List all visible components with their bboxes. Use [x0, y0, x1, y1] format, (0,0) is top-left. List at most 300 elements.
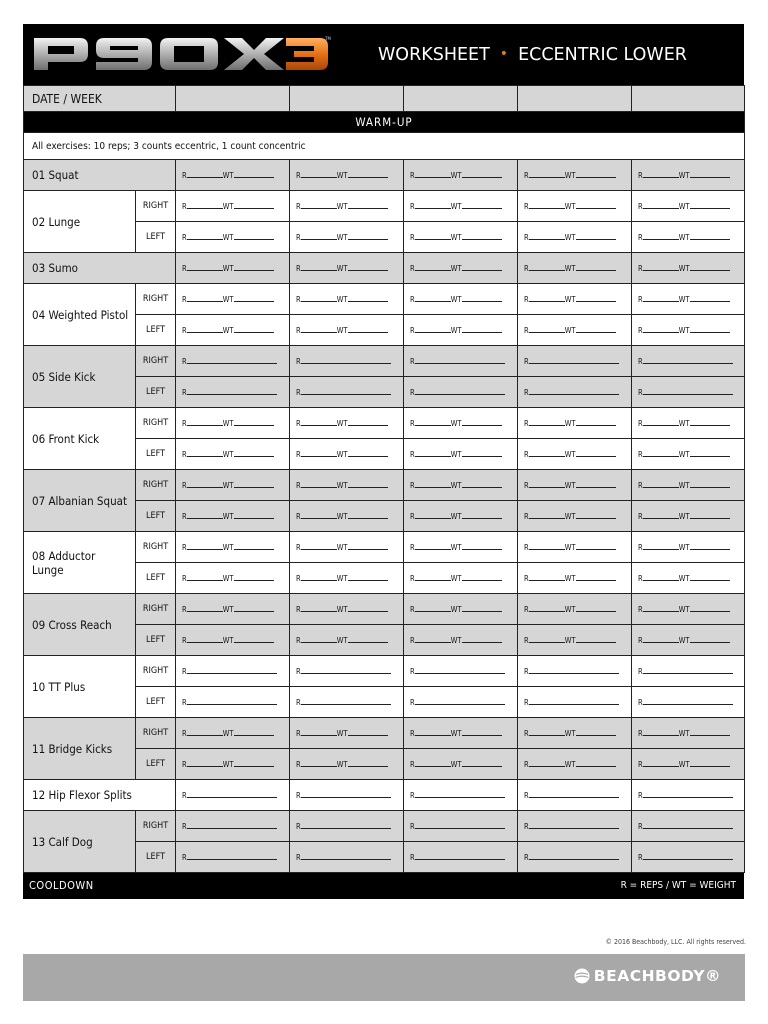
reps-line [187, 611, 223, 612]
reps-label: R [296, 635, 301, 645]
reps-label: R [182, 387, 187, 397]
reps-line [643, 208, 679, 209]
date-week-label: DATE / WEEK [24, 86, 176, 112]
exercise-name: 08 Adductor Lunge [24, 532, 136, 594]
weight-line [690, 518, 730, 519]
reps-label: R [524, 790, 529, 800]
weight-label: WT [222, 263, 234, 273]
reps-label: R [182, 418, 187, 428]
reps-line [415, 332, 451, 333]
reps-label: R [410, 325, 415, 335]
reps-weight-entry[interactable] [404, 160, 518, 191]
weight-label: WT [678, 294, 690, 304]
reps-weight-entry[interactable] [518, 191, 632, 222]
reps-weight-entry[interactable] [518, 594, 632, 625]
reps-weight-entry[interactable] [290, 532, 404, 563]
reps-line [529, 859, 619, 860]
reps-entry[interactable] [632, 687, 745, 718]
reps-weight-entry[interactable] [290, 439, 404, 470]
reps-label: R [182, 697, 187, 707]
reps-entry[interactable] [518, 687, 632, 718]
reps-weight-entry[interactable] [290, 594, 404, 625]
weight-label: WT [222, 511, 234, 521]
side-label: LEFT [136, 222, 176, 253]
weight-line [462, 208, 502, 209]
reps-label: R [410, 449, 415, 459]
weight-label: WT [222, 325, 234, 335]
weight-line [234, 580, 274, 581]
reps-label: R [638, 790, 643, 800]
reps-entry[interactable] [518, 811, 632, 842]
weight-line [576, 642, 616, 643]
reps-entry[interactable] [404, 687, 518, 718]
reps-entry[interactable] [632, 842, 745, 873]
exercise-row [24, 811, 745, 842]
side-label: RIGHT [136, 594, 176, 625]
weight-label: WT [450, 418, 462, 428]
reps-label: R [296, 325, 301, 335]
reps-entry[interactable] [176, 656, 290, 687]
reps-weight-entry[interactable] [632, 501, 745, 532]
reps-line [529, 239, 565, 240]
reps-weight-entry[interactable] [404, 532, 518, 563]
weight-line [462, 239, 502, 240]
worksheet-header [23, 24, 744, 85]
reps-line [415, 611, 451, 612]
weight-label: WT [222, 232, 234, 242]
date-week-field[interactable] [176, 86, 290, 112]
side-label: LEFT [136, 439, 176, 470]
p90x3-logo [32, 36, 331, 72]
reps-label: R [410, 201, 415, 211]
weight-line [348, 239, 388, 240]
reps-weight-entry[interactable] [176, 563, 290, 594]
reps-weight-entry[interactable] [404, 408, 518, 439]
reps-weight-entry[interactable] [632, 284, 745, 315]
reps-label: R [638, 325, 643, 335]
reps-line [643, 704, 733, 705]
reps-line [301, 704, 391, 705]
weight-line [348, 549, 388, 550]
reps-entry[interactable] [518, 377, 632, 408]
reps-entry[interactable] [404, 346, 518, 377]
exercise-row [24, 408, 745, 439]
reps-line [415, 797, 505, 798]
side-label: LEFT [136, 501, 176, 532]
reps-weight-entry[interactable] [632, 315, 745, 346]
reps-label: R [524, 666, 529, 676]
exercise-name: 04 Weighted Pistol [24, 284, 136, 346]
reps-weight-entry[interactable] [290, 315, 404, 346]
reps-weight-entry[interactable] [404, 563, 518, 594]
reps-entry[interactable] [290, 377, 404, 408]
reps-label: R [638, 356, 643, 366]
reps-weight-entry[interactable] [518, 718, 632, 749]
weight-label: WT [222, 728, 234, 738]
weight-line [348, 456, 388, 457]
weight-line [576, 270, 616, 271]
weight-line [690, 208, 730, 209]
reps-weight-entry[interactable] [632, 594, 745, 625]
side-label: LEFT [136, 563, 176, 594]
reps-weight-entry[interactable] [518, 222, 632, 253]
reps-weight-entry[interactable] [290, 222, 404, 253]
reps-weight-entry[interactable] [518, 532, 632, 563]
weight-line [576, 735, 616, 736]
reps-label: R [410, 263, 415, 273]
reps-line [415, 239, 451, 240]
reps-entry[interactable] [404, 377, 518, 408]
weight-label: WT [564, 511, 576, 521]
weight-line [462, 487, 502, 488]
reps-line [415, 177, 451, 178]
weight-label: WT [564, 573, 576, 583]
reps-line [187, 766, 223, 767]
reps-line [529, 301, 565, 302]
reps-line [643, 363, 733, 364]
weight-label: WT [222, 480, 234, 490]
weight-label: WT [336, 294, 348, 304]
weight-label: WT [450, 480, 462, 490]
reps-weight-entry[interactable] [176, 470, 290, 501]
reps-label: R [524, 511, 529, 521]
reps-entry[interactable] [290, 346, 404, 377]
reps-line [529, 177, 565, 178]
reps-line [187, 239, 223, 240]
reps-entry[interactable] [290, 687, 404, 718]
weight-line [234, 270, 274, 271]
reps-label: R [182, 790, 187, 800]
reps-weight-entry[interactable] [176, 532, 290, 563]
reps-weight-entry[interactable] [176, 253, 290, 284]
reps-label: R [182, 604, 187, 614]
reps-entry[interactable] [404, 811, 518, 842]
weight-label: WT [564, 418, 576, 428]
reps-weight-entry[interactable] [404, 191, 518, 222]
weight-label: WT [450, 232, 462, 242]
reps-line [529, 673, 619, 674]
reps-entry[interactable] [632, 780, 745, 811]
reps-entry[interactable] [404, 780, 518, 811]
reps-label: R [638, 418, 643, 428]
reps-label: R [524, 728, 529, 738]
exercise-row [24, 594, 745, 625]
reps-weight-entry[interactable] [632, 439, 745, 470]
date-week-field[interactable] [632, 86, 745, 112]
reps-entry[interactable] [176, 842, 290, 873]
reps-entry[interactable] [176, 346, 290, 377]
beachbody-logo [574, 967, 721, 985]
date-week-field[interactable] [518, 86, 632, 112]
reps-weight-entry[interactable] [176, 222, 290, 253]
reps-weight-entry[interactable] [632, 718, 745, 749]
weight-label: WT [336, 759, 348, 769]
reps-entry[interactable] [632, 377, 745, 408]
reps-weight-entry[interactable] [176, 408, 290, 439]
exercise-name: 03 Sumo [24, 253, 176, 284]
weight-line [576, 487, 616, 488]
weight-line [234, 642, 274, 643]
reps-label: R [524, 542, 529, 552]
reps-label: R [410, 356, 415, 366]
side-label: RIGHT [136, 284, 176, 315]
reps-line [301, 487, 337, 488]
reps-label: R [524, 604, 529, 614]
reps-label: R [638, 232, 643, 242]
reps-weight-entry[interactable] [290, 408, 404, 439]
reps-weight-entry[interactable] [290, 253, 404, 284]
weight-label: WT [222, 418, 234, 428]
reps-weight-entry[interactable] [632, 532, 745, 563]
reps-label: R [182, 511, 187, 521]
reps-label: R [296, 418, 301, 428]
reps-weight-entry[interactable] [176, 439, 290, 470]
reps-line [301, 208, 337, 209]
reps-entry[interactable] [176, 687, 290, 718]
reps-weight-entry[interactable] [632, 253, 745, 284]
reps-line [301, 177, 337, 178]
reps-line [187, 797, 277, 798]
side-label: LEFT [136, 315, 176, 346]
reps-weight-entry[interactable] [404, 718, 518, 749]
reps-label: R [296, 821, 301, 831]
reps-label: R [638, 635, 643, 645]
reps-label: R [410, 635, 415, 645]
reps-weight-entry[interactable] [404, 625, 518, 656]
reps-weight-entry[interactable] [404, 594, 518, 625]
reps-label: R [524, 852, 529, 862]
reps-entry[interactable] [176, 780, 290, 811]
reps-line [301, 239, 337, 240]
reps-label: R [638, 821, 643, 831]
reps-entry[interactable] [290, 656, 404, 687]
weight-line [576, 332, 616, 333]
reps-weight-entry[interactable] [290, 563, 404, 594]
reps-line [415, 456, 451, 457]
weight-line [462, 270, 502, 271]
reps-entry[interactable] [290, 811, 404, 842]
weight-label: WT [336, 232, 348, 242]
reps-line [415, 487, 451, 488]
reps-label: R [410, 852, 415, 862]
weight-label: WT [336, 604, 348, 614]
weight-line [690, 487, 730, 488]
reps-weight-entry[interactable] [518, 563, 632, 594]
reps-label: R [524, 356, 529, 366]
reps-weight-entry[interactable] [518, 284, 632, 315]
reps-line [415, 363, 505, 364]
weight-line [348, 177, 388, 178]
reps-weight-entry[interactable] [290, 284, 404, 315]
reps-weight-entry[interactable] [404, 253, 518, 284]
reps-entry[interactable] [518, 656, 632, 687]
exercise-row [24, 470, 745, 501]
reps-label: R [296, 201, 301, 211]
exercise-name: 10 TT Plus [24, 656, 136, 718]
reps-line [187, 580, 223, 581]
reps-line [529, 456, 565, 457]
weight-line [690, 735, 730, 736]
reps-weight-entry[interactable] [176, 718, 290, 749]
weight-line [348, 735, 388, 736]
reps-line [187, 332, 223, 333]
reps-entry[interactable] [518, 346, 632, 377]
weight-label: WT [450, 635, 462, 645]
reps-weight-entry[interactable] [518, 749, 632, 780]
reps-weight-entry[interactable] [176, 284, 290, 315]
reps-line [529, 735, 565, 736]
exercise-row [24, 191, 745, 222]
reps-weight-entry[interactable] [176, 160, 290, 191]
weight-line [462, 766, 502, 767]
reps-weight-entry[interactable] [404, 222, 518, 253]
weight-line [348, 332, 388, 333]
weight-label: WT [450, 759, 462, 769]
reps-entry[interactable] [176, 811, 290, 842]
weight-line [462, 301, 502, 302]
weight-label: WT [678, 418, 690, 428]
reps-label: R [296, 542, 301, 552]
reps-label: R [296, 480, 301, 490]
reps-weight-entry[interactable] [632, 563, 745, 594]
reps-line [643, 673, 733, 674]
reps-weight-entry[interactable] [290, 749, 404, 780]
reps-weight-entry[interactable] [176, 191, 290, 222]
reps-weight-entry[interactable] [290, 718, 404, 749]
reps-label: R [410, 697, 415, 707]
reps-label: R [524, 263, 529, 273]
beachbody-icon [574, 968, 590, 984]
reps-line [301, 425, 337, 426]
reps-weight-entry[interactable] [632, 625, 745, 656]
weight-line [576, 177, 616, 178]
reps-line [301, 270, 337, 271]
weight-line [348, 642, 388, 643]
reps-entry[interactable] [290, 842, 404, 873]
reps-weight-entry[interactable] [632, 160, 745, 191]
side-label: LEFT [136, 687, 176, 718]
weight-line [462, 549, 502, 550]
reps-weight-entry[interactable] [176, 501, 290, 532]
reps-label: R [296, 263, 301, 273]
reps-label: R [410, 294, 415, 304]
reps-entry[interactable] [518, 842, 632, 873]
reps-label: R [410, 542, 415, 552]
reps-label: R [296, 511, 301, 521]
weight-line [576, 518, 616, 519]
weight-line [348, 301, 388, 302]
reps-weight-entry[interactable] [176, 594, 290, 625]
reps-line [301, 456, 337, 457]
exercise-row [24, 780, 745, 811]
reps-weight-entry[interactable] [632, 470, 745, 501]
reps-weight-entry[interactable] [632, 408, 745, 439]
reps-weight-entry[interactable] [290, 160, 404, 191]
reps-weight-entry[interactable] [176, 625, 290, 656]
reps-weight-entry[interactable] [518, 253, 632, 284]
exercise-name: 07 Albanian Squat [24, 470, 136, 532]
reps-label: R [524, 418, 529, 428]
reps-line [415, 642, 451, 643]
reps-label: R [638, 728, 643, 738]
reps-weight-entry[interactable] [518, 439, 632, 470]
reps-weight-entry[interactable] [632, 222, 745, 253]
reps-weight-entry[interactable] [404, 439, 518, 470]
reps-entry[interactable] [290, 780, 404, 811]
reps-weight-entry[interactable] [290, 501, 404, 532]
reps-label: R [182, 232, 187, 242]
exercise-name: 13 Calf Dog [24, 811, 136, 873]
reps-weight-entry[interactable] [518, 501, 632, 532]
reps-weight-entry[interactable] [290, 470, 404, 501]
reps-line [415, 270, 451, 271]
date-week-field[interactable] [290, 86, 404, 112]
reps-entry[interactable] [632, 811, 745, 842]
reps-weight-entry[interactable] [404, 749, 518, 780]
reps-weight-entry[interactable] [404, 284, 518, 315]
reps-line [187, 456, 223, 457]
reps-label: R [410, 728, 415, 738]
reps-weight-entry[interactable] [404, 470, 518, 501]
reps-line [301, 735, 337, 736]
weight-label: WT [450, 201, 462, 211]
reps-entry[interactable] [518, 780, 632, 811]
reps-line [529, 766, 565, 767]
weight-label: WT [564, 604, 576, 614]
weight-label: WT [222, 170, 234, 180]
reps-line [301, 642, 337, 643]
reps-weight-entry[interactable] [176, 315, 290, 346]
reps-entry[interactable] [404, 656, 518, 687]
reps-line [301, 332, 337, 333]
weight-label: WT [336, 325, 348, 335]
reps-weight-entry[interactable] [632, 749, 745, 780]
reps-entry[interactable] [632, 346, 745, 377]
reps-label: R [638, 201, 643, 211]
weight-line [234, 425, 274, 426]
reps-weight-entry[interactable] [404, 501, 518, 532]
reps-weight-entry[interactable] [518, 408, 632, 439]
reps-entry[interactable] [176, 377, 290, 408]
date-week-field[interactable] [404, 86, 518, 112]
reps-weight-entry[interactable] [404, 315, 518, 346]
weight-label: WT [678, 635, 690, 645]
reps-line [529, 208, 565, 209]
reps-label: R [524, 449, 529, 459]
reps-weight-entry[interactable] [290, 625, 404, 656]
reps-entry[interactable] [632, 656, 745, 687]
reps-weight-entry[interactable] [518, 470, 632, 501]
reps-weight-entry[interactable] [632, 191, 745, 222]
reps-line [301, 549, 337, 550]
exercise-note: All exercises: 10 reps; 3 counts eccentric, 1 count concentric [24, 133, 745, 160]
reps-weight-entry[interactable] [518, 625, 632, 656]
reps-weight-entry[interactable] [518, 160, 632, 191]
weight-label: WT [564, 170, 576, 180]
weight-line [348, 270, 388, 271]
reps-line [529, 797, 619, 798]
reps-label: R [182, 356, 187, 366]
weight-label: WT [222, 573, 234, 583]
reps-weight-entry[interactable] [518, 315, 632, 346]
reps-weight-entry[interactable] [290, 191, 404, 222]
reps-label: R [638, 294, 643, 304]
reps-label: R [410, 604, 415, 614]
reps-entry[interactable] [404, 842, 518, 873]
reps-line [643, 580, 679, 581]
weight-line [462, 642, 502, 643]
reps-weight-entry[interactable] [176, 749, 290, 780]
